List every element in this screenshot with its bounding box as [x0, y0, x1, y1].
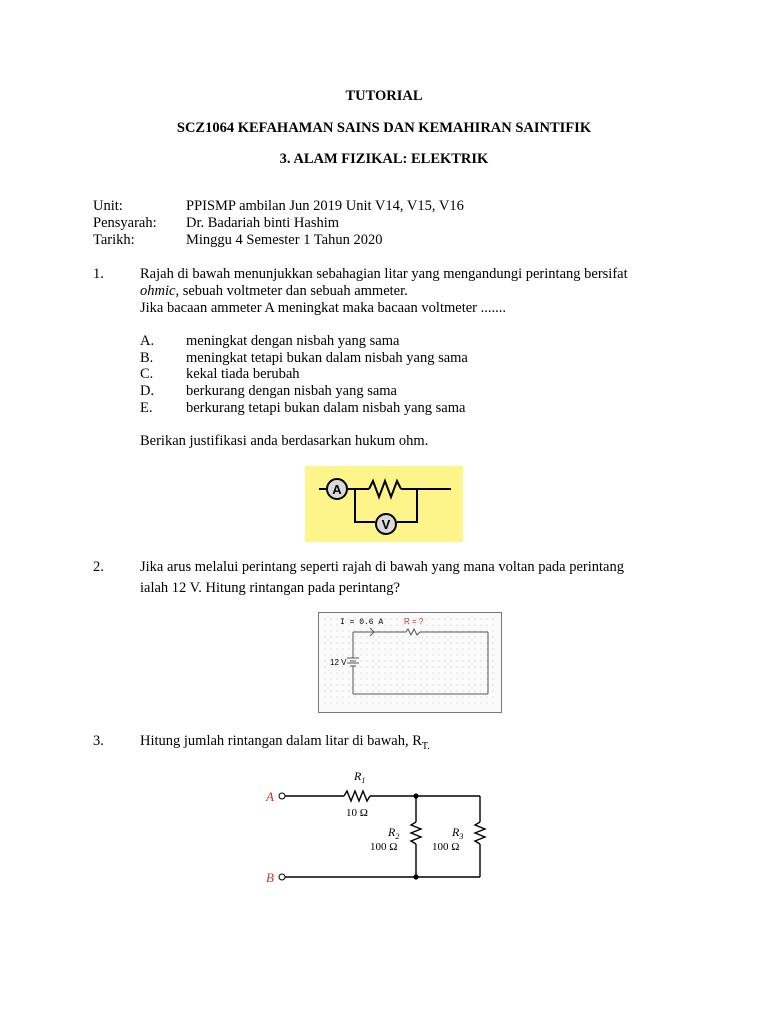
info-label-lecturer: Pensyarah: [93, 215, 157, 231]
q1-line2-rest: , sebuah voltmeter dan sebuah ammeter. [175, 283, 408, 299]
document-title: TUTORIAL [345, 88, 423, 104]
junction-dot-icon [413, 874, 418, 879]
info-value-lecturer: Dr. Badariah binti Hashim [186, 215, 340, 231]
q1-line3: Jika bacaan ammeter A meningkat maka bacaan voltmeter ....... [140, 300, 506, 316]
q2-circuit-figure [318, 612, 502, 713]
r2-value: 100 Ω [370, 841, 398, 853]
terminal-b-label: B [266, 870, 274, 885]
q1-option-letter: E. [140, 400, 153, 416]
q1-option-text: berkurang dengan nisbah yang sama [186, 383, 397, 399]
q1-line2 [140, 283, 408, 300]
q3-subscript: T. [421, 740, 430, 752]
current-label: I = 0.6 A [340, 618, 384, 627]
terminal-a-icon [279, 793, 285, 799]
r3-value: 100 Ω [432, 841, 460, 853]
q1-circuit-figure [305, 466, 463, 542]
terminal-a-label: A [266, 789, 274, 804]
q1-option-letter: C. [140, 366, 154, 382]
q1-number: 1. [93, 266, 104, 282]
ammeter-label: A [332, 482, 342, 497]
q3-text-main: Hitung jumlah rintangan dalam litar di bawah, R [140, 733, 422, 749]
course-title: SCZ1064 KEFAHAMAN SAINS DAN KEMAHIRAN SAINTIFIK [176, 120, 592, 136]
q2-number: 2. [93, 559, 104, 575]
info-label-date: Tarikh: [93, 232, 135, 248]
q1-option-text: meningkat dengan nisbah yang sama [186, 333, 400, 349]
q2-line1: Jika arus melalui perintang seperti rajah di bawah yang mana voltan pada perintang [140, 559, 624, 575]
r3-name: $R_3$ [452, 825, 464, 841]
q1-option-text: kekal tiada berubah [186, 366, 300, 382]
info-value-unit: PPISMP ambilan Jun 2019 Unit V14, V15, V16 [186, 198, 464, 214]
q3-text [140, 733, 430, 752]
r2-name: $R_2$ [388, 825, 400, 841]
q1-ohmic-term: ohmic [140, 283, 176, 299]
junction-dot-icon [413, 793, 418, 798]
q1-option-letter: B. [140, 350, 154, 366]
topic-title: 3. ALAM FIZIKAL: ELEKTRIK [279, 151, 489, 167]
q1-line1: Rajah di bawah menunjukkan sebahagian litar yang mengandungi perintang bersifat [140, 266, 628, 282]
q1-option-text: meningkat tetapi bukan dalam nisbah yang sama [186, 350, 468, 366]
q1-option-letter: D. [140, 383, 155, 399]
r1-value: 10 Ω [346, 807, 368, 819]
voltage-label: 12 V [330, 658, 347, 667]
r1-name: $R_1$ [354, 769, 366, 785]
terminal-b-icon [279, 874, 285, 880]
q1-option-letter: A. [140, 333, 155, 349]
q2-line2: ialah 12 V. Hitung rintangan pada perintang? [140, 580, 400, 596]
info-label-unit: Unit: [93, 198, 123, 214]
info-value-date: Minggu 4 Semester 1 Tahun 2020 [186, 232, 383, 248]
q3-circuit-figure [258, 765, 498, 890]
q1-option-text: berkurang tetapi bukan dalam nisbah yang sama [186, 400, 466, 416]
q1-justification: Berikan justifikasi anda berdasarkan hukum ohm. [140, 433, 429, 449]
q3-number: 3. [93, 733, 104, 749]
voltmeter-label: V [381, 517, 391, 532]
resistor-label: R = ? [404, 617, 424, 626]
